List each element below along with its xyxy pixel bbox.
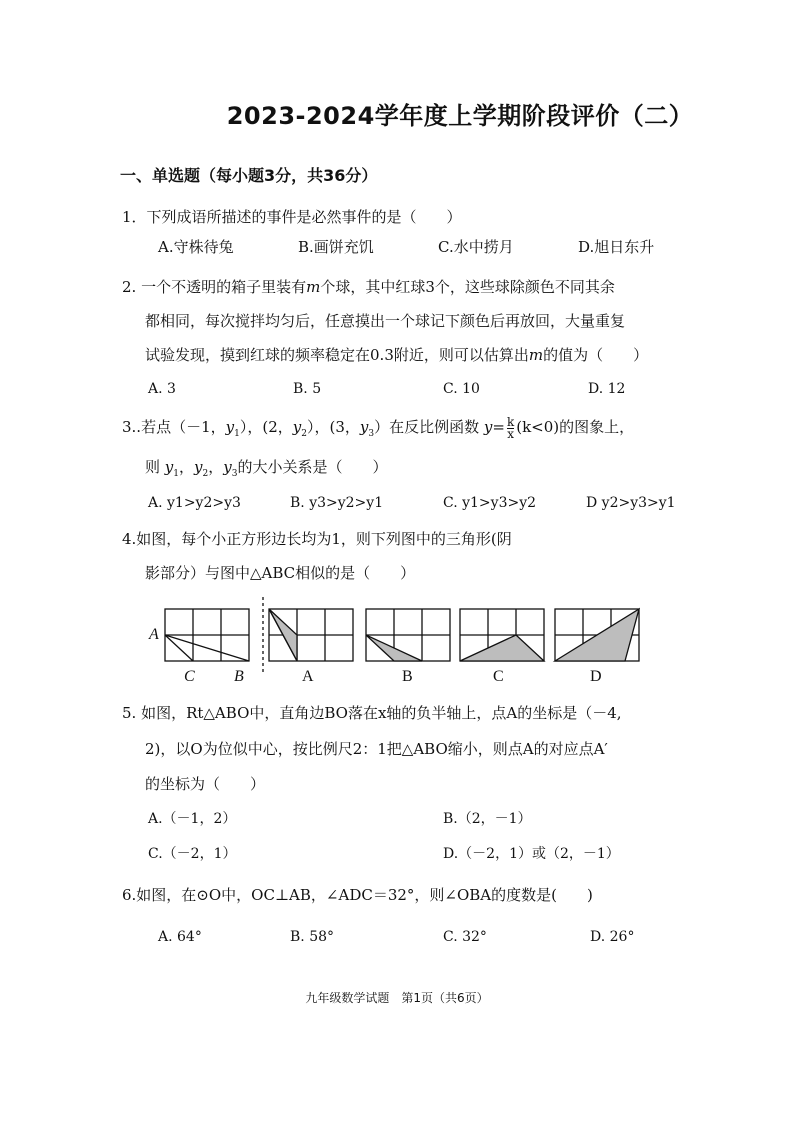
q1-option-d: D.旭日东升 [578, 238, 655, 256]
figure-c-grid [460, 609, 544, 661]
page-title: 2023-2024学年度上学期阶段评价（二） [226, 102, 694, 130]
fraction-k-over-x: $\frac{k}{x}$ [506, 414, 515, 441]
q6-option-d: D. 26° [590, 929, 635, 945]
label-figure-a: A [302, 668, 314, 685]
q4-line-1: 4.如图，每个小正方形边长均为1，则下列图中的三角形(阴 [122, 530, 512, 548]
q6-stem: 6.如图，在⊙O中，OC⊥AB，∠ADC＝32°，则∠OBA的度数是( ) [122, 886, 593, 904]
q2-line-2: 都相同，每次搅拌均匀后，任意摸出一个球记下颜色后再放回，大量重复 [145, 312, 626, 330]
q5-line-1: 5. 如图，Rt△ABO中，直角边BO落在x轴的负半轴上，点A的坐标是（－4, [122, 704, 622, 722]
q6-option-b: B. 58° [290, 929, 335, 945]
label-figure-b: B [402, 668, 413, 685]
q2-line-1: 2. 一个不透明的箱子里装有m个球，其中红球3个，这些球除颜色不同其余 [122, 278, 615, 296]
q3-option-d: D y2>y3>y1 [586, 495, 676, 511]
section-heading: 一、单选题（每小题3分，共36分） [120, 166, 378, 185]
q3-option-b: B. y3>y2>y1 [290, 495, 384, 511]
figure-d-grid [555, 609, 639, 661]
q3-option-a: A. y1>y2>y3 [148, 495, 241, 511]
q5-line-3: 的坐标为（ ） [145, 775, 266, 793]
q5-option-a: A.（－1，2） [148, 811, 237, 827]
q5-option-d: D.（－2，1）或（2，－1） [443, 846, 620, 862]
q1-option-c: C.水中捞月 [438, 238, 514, 256]
label-point-c: C [184, 668, 195, 685]
figure-b-grid [366, 609, 450, 661]
label-figure-c: C [493, 668, 504, 685]
q2-line-3: 试验发现，摸到红球的频率稳定在0.3附近，则可以估算出m的值为（ ） [145, 346, 649, 364]
label-figure-d: D [590, 668, 602, 685]
q4-line-2: 影部分）与图中△ABC相似的是（ ） [145, 564, 416, 582]
q1-option-a: A.守株待兔 [158, 238, 234, 256]
q2-option-a: A. 3 [148, 381, 176, 397]
page-footer: 九年级数学试题 第1页（共6页） [305, 991, 489, 1005]
q1-option-b: B.画饼充饥 [298, 238, 374, 256]
q5-line-2: 2)，以O为位似中心，按比例尺2：1把△ABO缩小，则点A的对应点A′ [145, 740, 608, 758]
q6-option-c: C. 32° [443, 929, 487, 945]
q3-line-1: 3..若点（－1，$y_1$），(2，$y_2$），(3，$y_3$）在反比例函数 y= $\frac{k}{x}$ (k<0)的图象上， [122, 414, 635, 441]
q2-option-d: D. 12 [588, 381, 626, 397]
figure-a-grid [269, 609, 353, 661]
label-point-b: B [234, 668, 244, 685]
q6-option-a: A. 64° [158, 929, 202, 945]
q3-line-2: 则 $y_1$，$y_2$，$y_3$的大小关系是（ ） [145, 458, 388, 479]
reference-grid [165, 609, 249, 661]
q1-stem: 1．下列成语所描述的事件是必然事件的是（ ） [122, 208, 462, 226]
q5-option-b: B.（2，－1） [443, 811, 532, 827]
q2-option-c: C. 10 [443, 381, 480, 397]
label-point-a: A [149, 626, 159, 643]
q3-option-c: C. y1>y3>y2 [443, 495, 537, 511]
q2-option-b: B. 5 [293, 381, 322, 397]
similar-triangles-figure [140, 595, 660, 690]
q5-option-c: C.（－2，1） [148, 846, 237, 862]
figure-c-triangle [460, 635, 544, 661]
